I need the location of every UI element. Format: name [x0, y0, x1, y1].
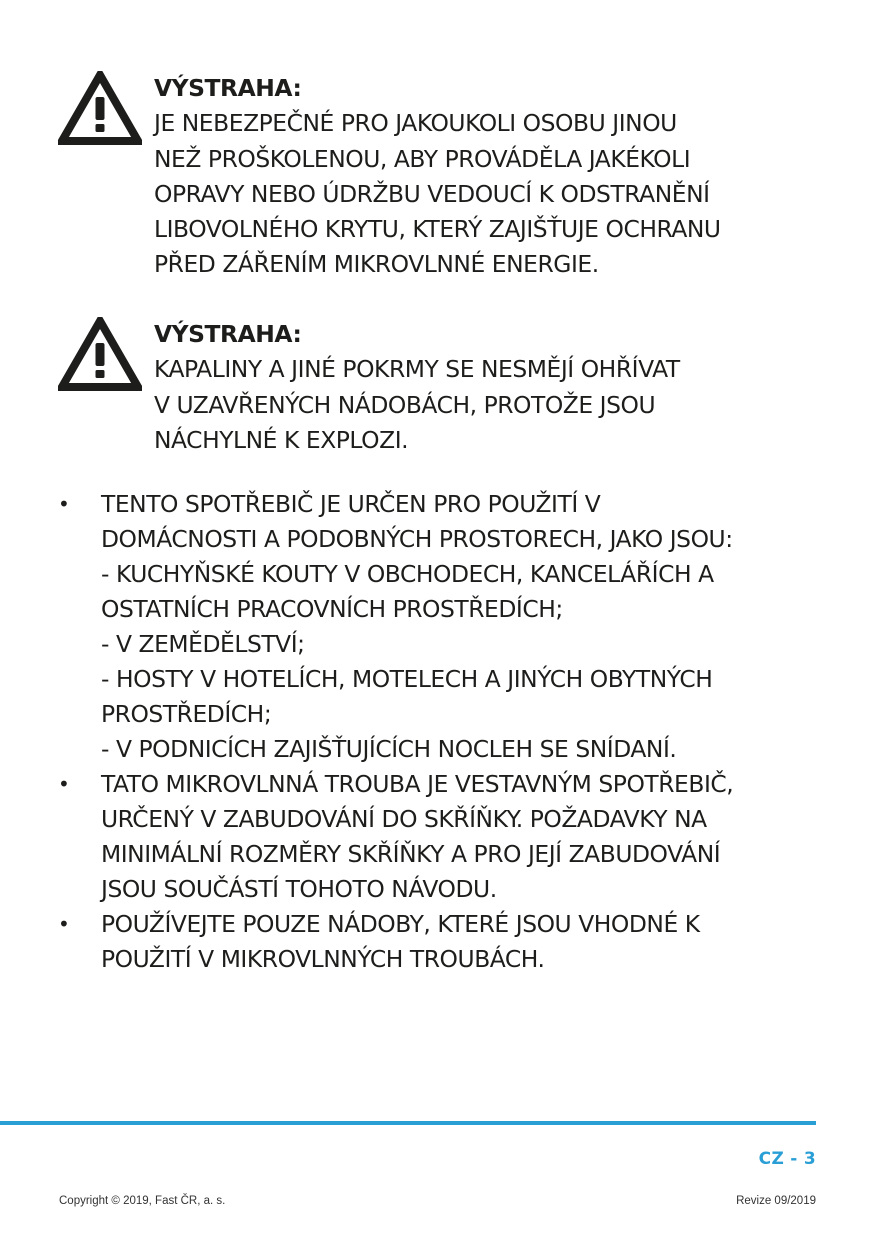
warning-title: VÝSTRAHA:	[154, 74, 302, 102]
list-item-line: - KUCHYŇSKÉ KOUTY V OBCHODECH, KANCELÁŘÍCH A	[101, 560, 714, 588]
warning-line: PŘED ZÁŘENÍM MIKROVLNNÉ ENERGIE.	[154, 250, 599, 279]
warning-line: NÁCHYLNÉ K EXPLOZI.	[154, 425, 409, 454]
warning-text	[154, 71, 844, 283]
list-item-line: MINIMÁLNÍ ROZMĚRY SKŘÍŇKY A PRO JEJÍ ZABUDOVÁNÍ	[101, 840, 721, 868]
revision-text: Revize 09/2019	[736, 1195, 816, 1207]
warning-line: OPRAVY NEBO ÚDRŽBU VEDOUCÍ K ODSTRANĚNÍ	[154, 179, 710, 208]
list-item	[58, 907, 838, 977]
list-item-line: TATO MIKROVLNNÁ TROUBA JE VESTAVNÝM SPOTŘEBIČ,	[101, 770, 734, 798]
warning-line: V UZAVŘENÝCH NÁDOBÁCH, PROTOŽE JSOU	[154, 390, 656, 419]
list-item-line: - V ZEMĚDĚLSTVÍ;	[101, 630, 305, 658]
bullet-list	[58, 487, 838, 977]
list-item-line: JSOU SOUČÁSTÍ TOHOTO NÁVODU.	[101, 875, 497, 903]
page-number: CZ - 3	[758, 1149, 816, 1169]
list-item-line: POUŽÍVEJTE POUZE NÁDOBY, KTERÉ JSOU VHODNÉ K	[101, 910, 700, 938]
list-item	[58, 767, 838, 907]
warning-text	[154, 317, 844, 458]
copyright-text: Copyright © 2019, Fast ČR, a. s.	[59, 1195, 226, 1207]
list-item-line: - V PODNICÍCH ZAJIŠŤUJÍCÍCH NOCLEH SE SNÍDANÍ.	[101, 735, 677, 763]
list-item-line: POUŽITÍ V MIKROVLNNÝCH TROUBÁCH.	[101, 945, 545, 973]
bullet-dot: •	[58, 492, 70, 516]
warning-line: KAPALINY A JINÉ POKRMY SE NESMĚJÍ OHŘÍVAT	[154, 355, 680, 384]
warning-triangle-icon	[58, 71, 142, 145]
bullet-dot: •	[58, 772, 70, 796]
list-item-line: TENTO SPOTŘEBIČ JE URČEN PRO POUŽITÍ V	[101, 490, 601, 518]
list-item-line: URČENÝ V ZABUDOVÁNÍ DO SKŘÍŇKY. POŽADAVKY NA	[101, 805, 707, 833]
list-item-line: PROSTŘEDÍCH;	[101, 700, 272, 728]
list-item	[58, 487, 838, 767]
warning-triangle-icon	[58, 317, 142, 391]
warning-line: LIBOVOLNÉHO KRYTU, KTERÝ ZAJIŠŤUJE OCHRANU	[154, 215, 721, 244]
warning-line: NEŽ PROŠKOLENOU, ABY PROVÁDĚLA JAKÉKOLI	[154, 144, 691, 173]
bullet-dot: •	[58, 912, 70, 936]
list-item-line: OSTATNÍCH PRACOVNÍCH PROSTŘEDÍCH;	[101, 595, 563, 623]
list-item-line: - HOSTY V HOTELÍCH, MOTELECH A JINÝCH OBYTNÝCH	[101, 665, 713, 693]
footer-divider	[0, 1121, 816, 1125]
list-item-line: DOMÁCNOSTI A PODOBNÝCH PROSTORECH, JAKO JSOU:	[101, 525, 733, 553]
warning-line: JE NEBEZPEČNÉ PRO JAKOUKOLI OSOBU JINOU	[154, 109, 677, 138]
warning-title: VÝSTRAHA:	[154, 320, 302, 348]
